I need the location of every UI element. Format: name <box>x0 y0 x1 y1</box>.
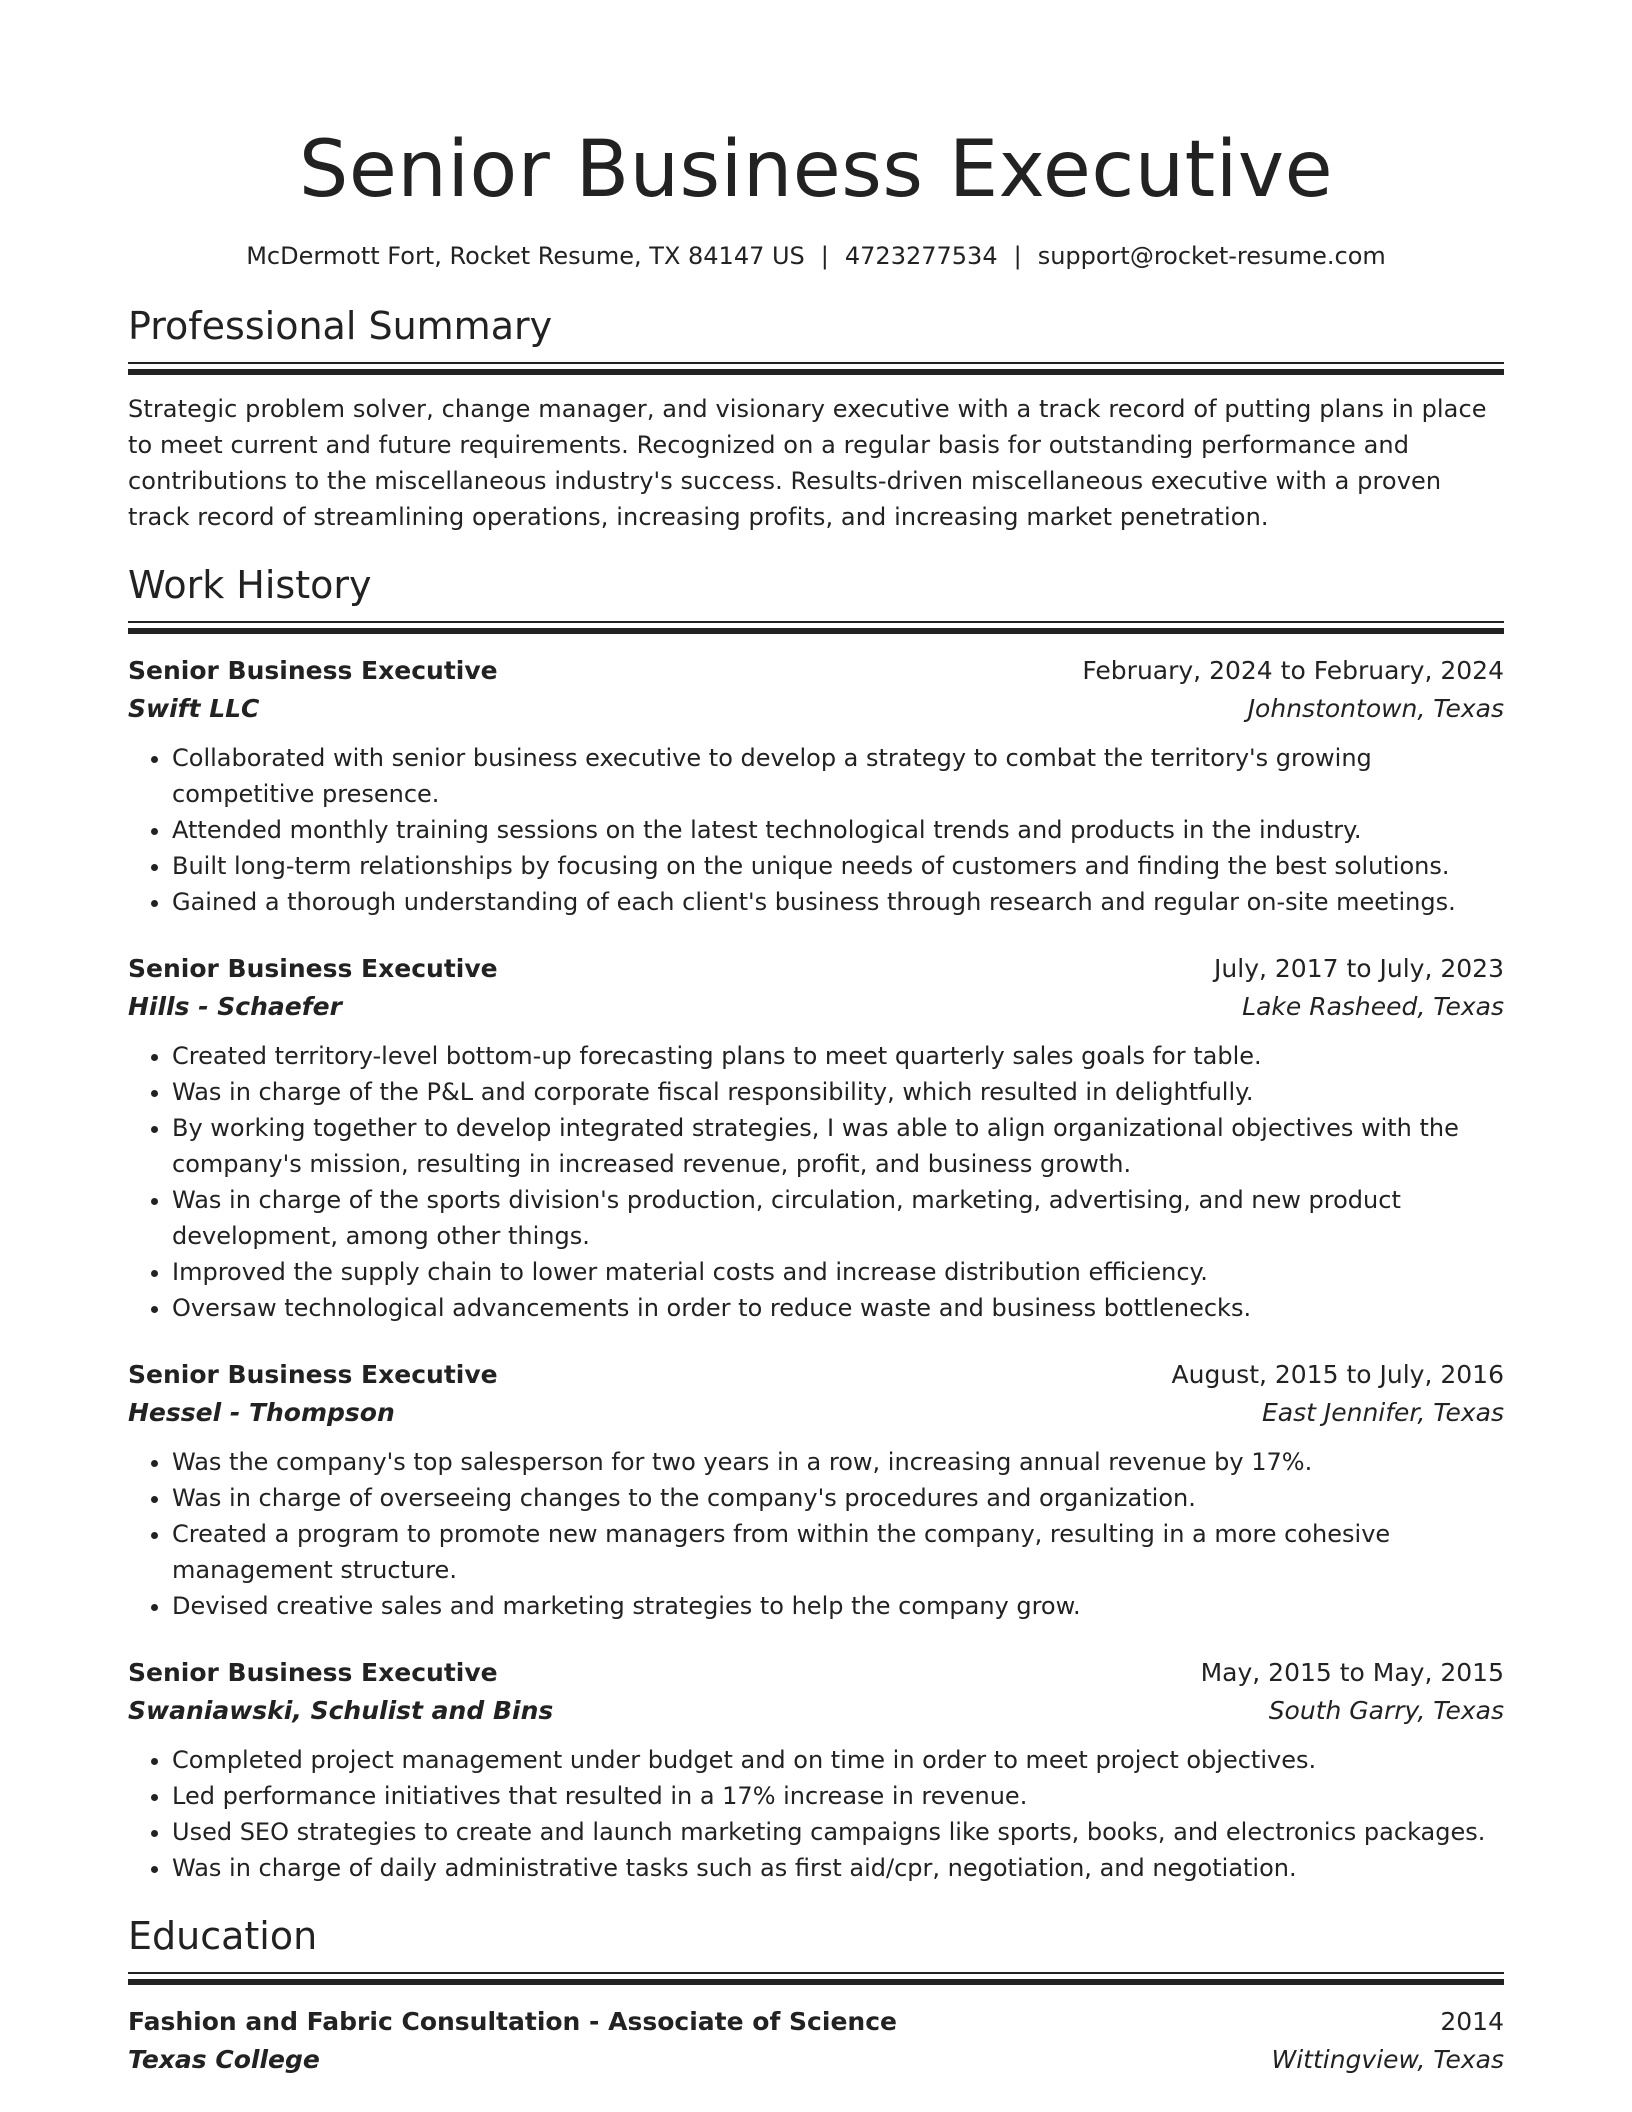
job-entry <box>128 1356 1504 1624</box>
contact-separator: | <box>820 242 829 270</box>
job-entry <box>128 652 1504 920</box>
job-title: Senior Business Executive <box>128 1360 498 1389</box>
job-bullet: • Oversaw technological advancements in order to reduce waste and business bottlenecks. <box>172 1290 1504 1326</box>
job-bullets <box>128 740 1504 920</box>
education-year: 2014 <box>1440 2007 1504 2036</box>
job-bullet: • Improved the supply chain to lower material costs and increase distribution efficiency. <box>172 1254 1504 1290</box>
job-bullet: • Gained a thorough understanding of each client's business through research and regular on-site meetings. <box>172 884 1504 920</box>
job-company: Hills - Schaefer <box>128 992 342 1021</box>
job-bullet: • Was in charge of daily administrative tasks such as first aid/cpr, negotiation, and negotiation. <box>172 1850 1504 1886</box>
education-section <box>128 1912 1504 2079</box>
job-dates: August, 2015 to July, 2016 <box>1171 1360 1504 1389</box>
job-entry <box>128 950 1504 1326</box>
summary-text: Strategic problem solver, change manager, and visionary executive with a track record of putting plans in place to meet current and future requirements. Recognized on a regular basis for outstanding performance and contributions to the miscellaneous industry's success. Results-driven miscellaneous executive with a proven track record of streamlining operations, increasing profits, and increasing market penetration. <box>128 395 1487 531</box>
job-bullet: • Attended monthly training sessions on the latest technological trends and products in the industry. <box>172 812 1504 848</box>
education-entry <box>128 2003 1504 2079</box>
job-bullets <box>128 1444 1504 1624</box>
job-title: Senior Business Executive <box>128 1658 498 1687</box>
resume-page <box>128 0 1504 2079</box>
education-location: Wittingview, Texas <box>1271 2045 1504 2074</box>
job-company: Swaniawski, Schulist and Bins <box>128 1696 554 1725</box>
summary-section <box>128 302 1504 535</box>
contact-email[interactable]: support@rocket-resume.com <box>1037 242 1386 270</box>
contact-phone: 4723277534 <box>844 242 998 270</box>
section-divider <box>128 362 1504 375</box>
job-location: South Garry, Texas <box>1268 1696 1504 1725</box>
section-divider <box>128 1972 1504 1985</box>
job-bullet: • Led performance initiatives that resulted in a 17% increase in revenue. <box>172 1778 1504 1814</box>
job-bullet: • Was in charge of the sports division's production, circulation, marketing, advertising, and new product development, among other things. <box>172 1182 1504 1254</box>
job-bullet: • Was in charge of the P&L and corporate fiscal responsibility, which resulted in delightfully. <box>172 1074 1504 1110</box>
section-divider <box>128 621 1504 634</box>
job-title: Senior Business Executive <box>128 954 498 983</box>
education-school: Texas College <box>128 2045 320 2074</box>
job-bullets <box>128 1038 1504 1326</box>
education-degree: Fashion and Fabric Consultation - Associate of Science <box>128 2007 897 2036</box>
contact-line <box>128 240 1504 272</box>
section-heading-summary: Professional Summary <box>128 304 553 348</box>
job-bullet: • Completed project management under budget and on time in order to meet project objectives. <box>172 1742 1504 1778</box>
job-location: East Jennifer, Texas <box>1261 1398 1504 1427</box>
job-dates: February, 2024 to February, 2024 <box>1082 656 1504 685</box>
resume-name: Senior Business Executive <box>298 125 1334 215</box>
job-company: Swift LLC <box>128 694 260 723</box>
job-title: Senior Business Executive <box>128 656 498 685</box>
job-dates: July, 2017 to July, 2023 <box>1214 954 1504 983</box>
job-entry <box>128 1654 1504 1886</box>
job-location: Lake Rasheed, Texas <box>1242 992 1504 1021</box>
job-bullet: • Collaborated with senior business executive to develop a strategy to combat the territory's growing competitive presence. <box>172 740 1504 812</box>
job-bullets <box>128 1742 1504 1886</box>
job-dates: May, 2015 to May, 2015 <box>1200 1658 1504 1687</box>
job-company: Hessel - Thompson <box>128 1398 395 1427</box>
job-bullet: • Created a program to promote new managers from within the company, resulting in a more cohesive management structure. <box>172 1516 1504 1588</box>
contact-address: McDermott Fort, Rocket Resume, TX 84147 US <box>246 242 805 270</box>
job-bullet: • Was the company's top salesperson for two years in a row, increasing annual revenue by 17%. <box>172 1444 1504 1480</box>
job-bullet: • Created territory-level bottom-up forecasting plans to meet quarterly sales goals for table. <box>172 1038 1504 1074</box>
section-heading-education: Education <box>128 1914 318 1958</box>
work-history-section <box>128 561 1504 1886</box>
job-location: Johnstontown, Texas <box>1247 694 1504 723</box>
contact-separator: | <box>1013 242 1022 270</box>
job-bullet: • Was in charge of overseeing changes to the company's procedures and organization. <box>172 1480 1504 1516</box>
job-bullet: • By working together to develop integrated strategies, I was able to align organizational objectives with the company's mission, resulting in increased revenue, profit, and business growth. <box>172 1110 1504 1182</box>
job-bullet: • Built long-term relationships by focusing on the unique needs of customers and finding the best solutions. <box>172 848 1504 884</box>
job-bullet: • Devised creative sales and marketing strategies to help the company grow. <box>172 1588 1504 1624</box>
section-heading-work-history: Work History <box>128 563 372 607</box>
job-bullet: • Used SEO strategies to create and launch marketing campaigns like sports, books, and electronics packages. <box>172 1814 1504 1850</box>
